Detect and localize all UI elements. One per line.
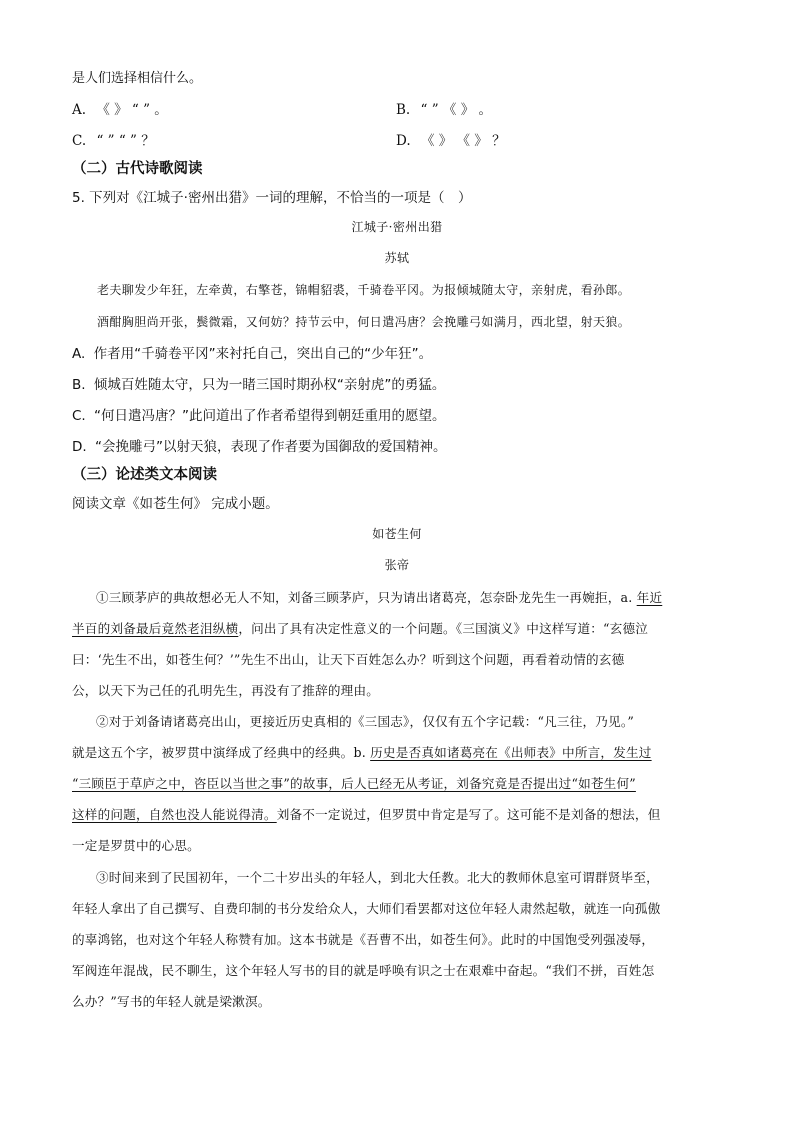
option-text: 倾城百姓随太守，只为一睹三国时期孙权“亲射虎”的勇猛。 (93, 377, 446, 393)
underlined-text-b: 历史是否真如诸葛亮在《出师表》中所言，发生过 (370, 745, 652, 760)
option-label: B. (396, 102, 411, 118)
text-run: 刘备不一定说过，但罗贯中肯定是写了。这可能不是刘备的想法，但 (276, 807, 661, 822)
section2-heading: （二）古代诗歌阅读 (72, 161, 203, 177)
paragraph-1-line-3: 曰：‘先生不出，如苍生何？’”先生不出山，让天下百姓怎么办？听到这个问题，再看着动情的玄德 (72, 652, 625, 667)
underlined-text-a: 年近 (636, 590, 663, 605)
option-label: A. (72, 346, 86, 362)
option-label: A. (72, 102, 87, 118)
question4-option-d[interactable] (396, 129, 506, 149)
option-text: “何日遣冯唐？”此问道出了作者希望得到朝廷重用的愿望。 (94, 408, 446, 424)
question4-option-a[interactable] (72, 98, 168, 118)
option-label: C. (72, 133, 87, 149)
option-label: B. (72, 377, 86, 393)
article-title: 如苍生何 (372, 527, 422, 541)
paragraph-2-line-1: ②对于刘备请诸葛亮出山，更接近历史真相的《三国志》，仅仅有五个字记载：“凡三往，乃见。” (96, 714, 635, 729)
option-label: D. (72, 439, 87, 455)
paragraph-3-line-2: 年轻人拿出了自己撰写、自费印制的书分发给众人，大师们看罢都对这位年轻人肃然起敬，就连一向孤傲 (72, 901, 661, 916)
poem-author: 苏轼 (384, 251, 410, 265)
poem-title: 江城子·密州出猎 (351, 220, 443, 234)
underlined-text-b: “三顾臣于草庐之中，咨臣以当世之事”的故事，后人已经无从考证，刘备究竟是否提出过“如苍生何” (72, 776, 636, 791)
paragraph-3-line-1: ③时间来到了民国初年，一个二十岁出头的年轻人，到北大任教。北大的教师休息室可谓群贤毕至， (96, 870, 659, 885)
option-label: C. (72, 408, 86, 424)
text-run: 就是这五个字，被罗贯中演绎成了经典中的经典。b. (72, 745, 371, 760)
article-author: 张帝 (384, 558, 410, 572)
question5-option-b[interactable] (72, 373, 445, 393)
option-text: 作者用“千骑卷平冈”来衬托自己，突出自己的“少年狂”。 (93, 346, 433, 362)
underlined-text-b: 这样的问题，自然也没人能说得清。 (72, 807, 277, 822)
question4-option-c[interactable] (72, 129, 155, 149)
question5-option-c[interactable] (72, 404, 446, 424)
question5-option-d[interactable] (72, 435, 446, 455)
option-text: “会挽雕弓”以射天狼，表现了作者要为国御敌的爱国精神。 (94, 439, 447, 455)
paragraph-1-line-4: 公，以天下为己任的孔明先生，再没有了推辞的理由。 (72, 683, 380, 698)
paragraph-3-line-3: 的辜鸿铭，也对这个年轻人称赞有加。这本书就是《吾曹不出，如苍生何》。此时的中国饱受列强凌辱， (72, 932, 655, 947)
question4-tail: 是人们选择相信什么。 (72, 71, 203, 86)
paragraph-3-line-5: 么办？”写书的年轻人就是梁漱溟。 (72, 994, 271, 1009)
paragraph-2-line-2 (72, 742, 652, 761)
option-label: D. (396, 133, 411, 149)
paragraph-3-line-4: 军阀连年混战，民不聊生，这个年轻人写书的目的就是呼唤有识之士在艰难中奋起。“我们不拼，百姓怎 (72, 963, 655, 978)
question4-option-b[interactable] (396, 98, 492, 118)
underlined-text-a: 半百的刘备最后竟然老泪纵横 (72, 621, 239, 636)
poem-line-2: 酒酣胸胆尚开张，鬓微霜，又何妨？持节云中，何日遣冯唐？会挽雕弓如满月，西北望，射天狼。 (97, 315, 631, 329)
poem-line-1: 老夫聊发少年狂，左牵黄，右擎苍，锦帽貂裘，千骑卷平冈。为报倾城随太守，亲射虎，看孙郎。 (97, 283, 631, 297)
paragraph-1-line-1 (96, 587, 662, 606)
paragraph-1-line-2 (72, 618, 648, 637)
text-run: ①三顾茅庐的典故想必无人不知，刘备三顾茅庐，只为请出诸葛亮，怎奈卧龙先生一再婉拒，a. (96, 590, 637, 605)
option-text: “ ” “ ” ？ (96, 133, 155, 149)
paragraph-2-line-5: 一定是罗贯中的心思。 (72, 838, 200, 853)
option-text: 《 》 “ ” 。 (96, 102, 168, 118)
question5-option-a[interactable] (72, 342, 432, 362)
option-text: 《 》 《 》 ？ (420, 133, 506, 149)
question5-stem: 5. 下列对《江城子·密州出猎》一词的理解，不恰当的一项是（ ） (72, 190, 472, 206)
section3-instruction: 阅读文章《如苍生何》 完成小题。 (72, 496, 279, 512)
option-text: “ ” 《 》 。 (420, 102, 492, 118)
paragraph-2-line-4 (72, 804, 661, 823)
section3-heading: （三）论述类文本阅读 (72, 467, 217, 483)
paragraph-2-line-3 (72, 773, 636, 792)
text-run: ，问出了具有决定性意义的一个问题。《三国演义》中这样写道：“玄德泣 (238, 621, 649, 636)
